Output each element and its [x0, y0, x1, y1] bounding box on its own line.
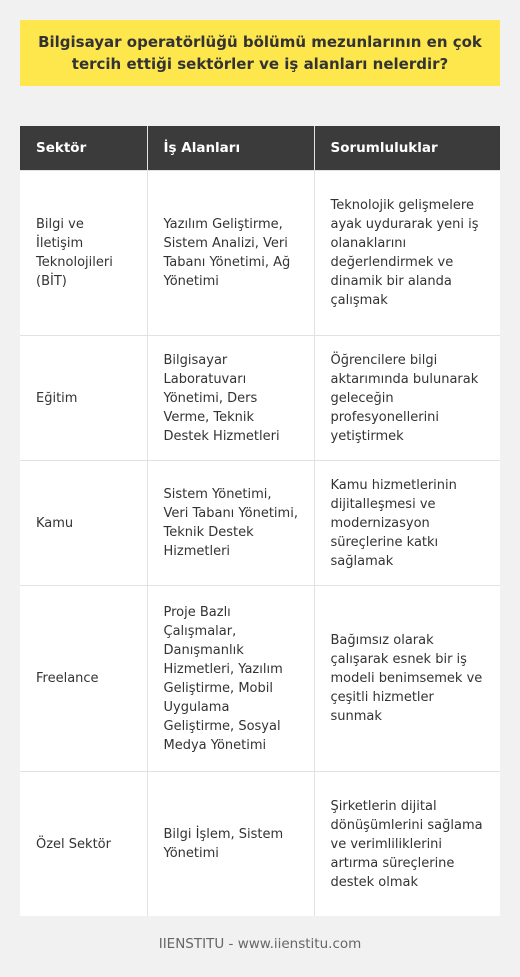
table-row [20, 586, 500, 772]
table-row [20, 772, 500, 917]
table-row [20, 336, 500, 461]
cell-responsibilities: Teknolojik gelişmelere ayak uydurarak yeni iş olanaklarını değerlendirmek ve dinamik bir alanda çalışmak [314, 171, 500, 336]
cell-areas: Yazılım Geliştirme, Sistem Analizi, Veri Tabanı Yönetimi, Ağ Yönetimi [147, 171, 314, 336]
cell-responsibilities: Bağımsız olarak çalışarak esnek bir iş modeli benimsemek ve çeşitli hizmetler sunmak [314, 586, 500, 772]
cell-sector: Freelance [20, 586, 147, 772]
cell-responsibilities: Kamu hizmetlerinin dijitalleşmesi ve modernizasyon süreçlerine katkı sağlamak [314, 461, 500, 586]
cell-responsibilities: Şirketlerin dijital dönüşümlerini sağlama ve verimliliklerini artırma süreçlerine destek olmak [314, 772, 500, 917]
cell-areas: Bilgisayar Laboratuvarı Yönetimi, Ders Verme, Teknik Destek Hizmetleri [147, 336, 314, 461]
table-header-row [20, 126, 500, 171]
table-row [20, 461, 500, 586]
cell-sector: Kamu [20, 461, 147, 586]
cell-areas: Bilgi İşlem, Sistem Yönetimi [147, 772, 314, 917]
column-header-sector: Sektör [20, 126, 147, 171]
sectors-table [20, 126, 500, 916]
cell-areas: Sistem Yönetimi, Veri Tabanı Yönetimi, Teknik Destek Hizmetleri [147, 461, 314, 586]
footer-credit: IIENSTITU - www.iienstitu.com [158, 936, 362, 952]
cell-sector: Bilgi ve İletişim Teknolojileri (BİT) [20, 171, 147, 336]
table-row [20, 171, 500, 336]
cell-sector: Eğitim [20, 336, 147, 461]
page-title-text: Bilgisayar operatörlüğü bölümü mezunlarının en çok tercih ettiği sektörler ve iş alanları nelerdir? [38, 33, 482, 73]
column-header-responsibilities: Sorumluluklar [314, 126, 500, 171]
cell-sector: Özel Sektör [20, 772, 147, 917]
page-title [20, 20, 500, 86]
column-header-areas: İş Alanları [147, 126, 314, 171]
cell-responsibilities: Öğrencilere bilgi aktarımında bulunarak geleceğin profesyonellerini yetiştirmek [314, 336, 500, 461]
cell-areas: Proje Bazlı Çalışmalar, Danışmanlık Hizmetleri, Yazılım Geliştirme, Mobil Uygulama Geliştirme, Sosyal Medya Yönetimi [147, 586, 314, 772]
